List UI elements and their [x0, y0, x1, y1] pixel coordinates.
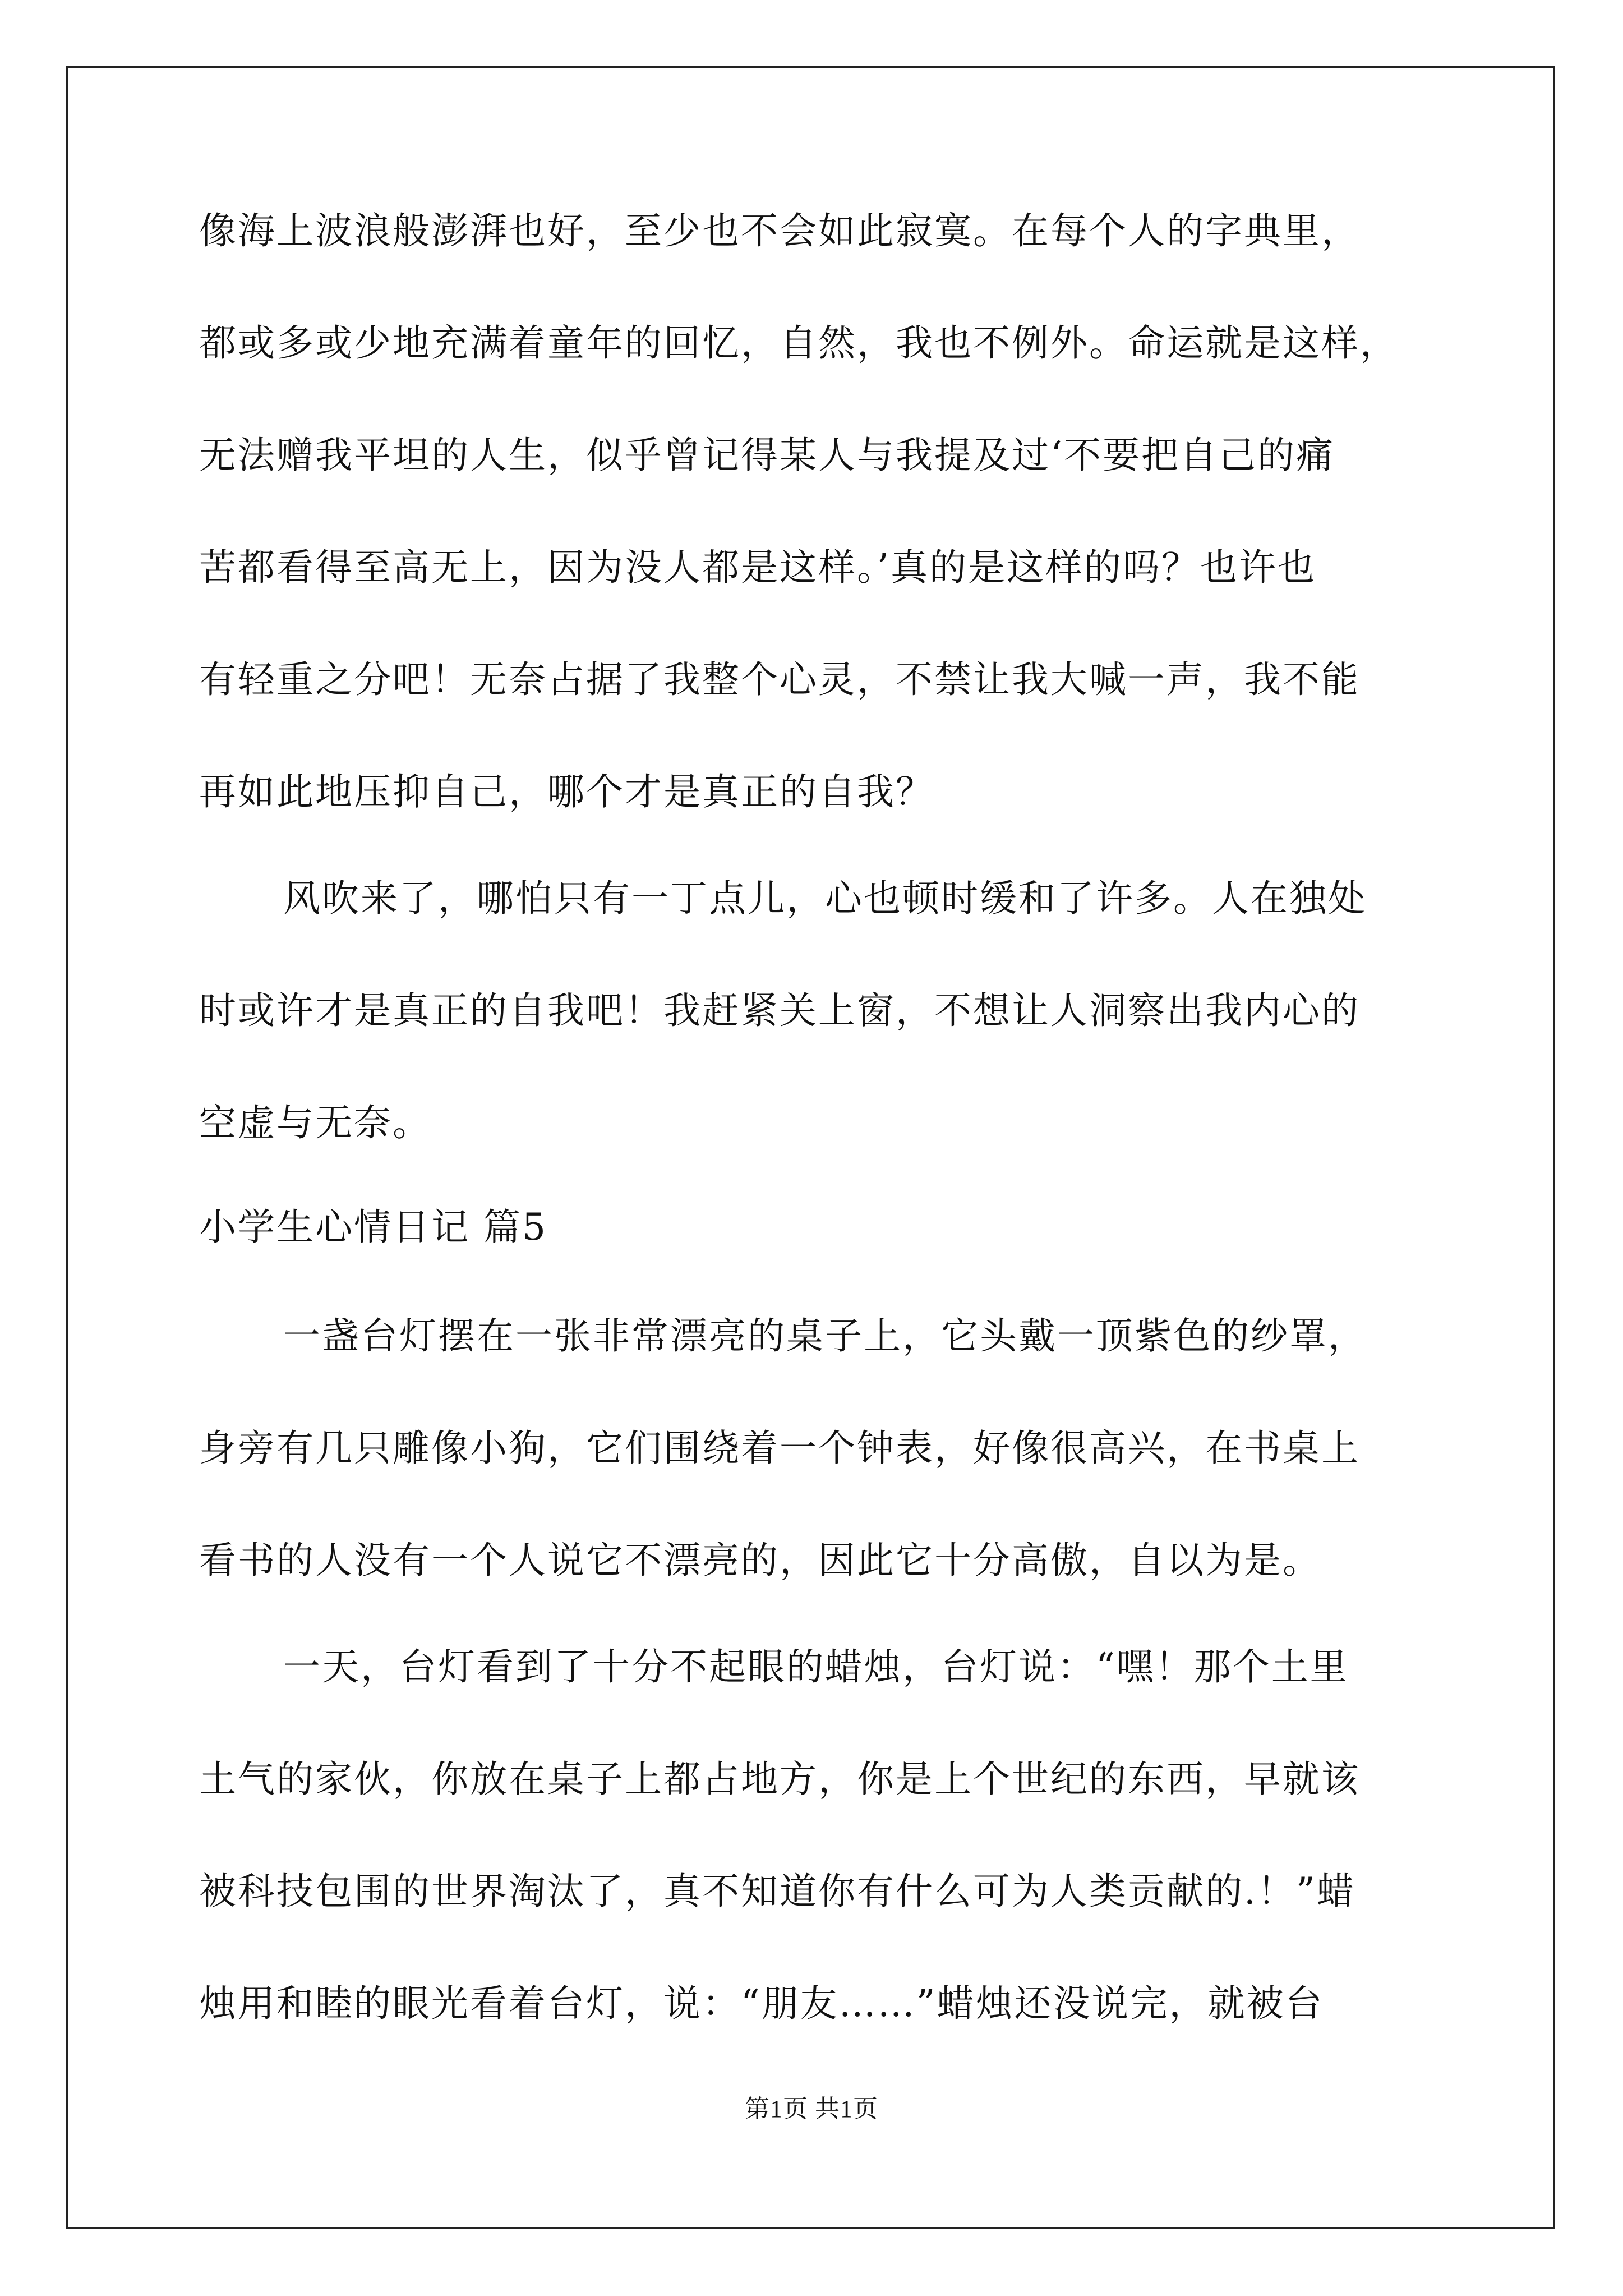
text-line-4: 苦都看得至高无上，因为没人都是这样。’真的是这样的吗？也许也 — [199, 546, 1316, 589]
text-line-7: 风吹来了，哪怕只有一丁点儿，心也顿时缓和了许多。人在独处 — [283, 877, 1367, 920]
text-line-13: 看书的人没有一个人说它不漂亮的，因此它十分高傲，自以为是。 — [199, 1539, 1321, 1582]
text-line-1: 像海上波浪般澎湃也好，至少也不会如此寂寞。在每个人的字典里， — [199, 209, 1360, 252]
text-line-8: 时或许才是真正的自我吧！我赶紧关上窗，不想让人洞察出我内心的 — [199, 989, 1360, 1032]
text-line-2: 都或多或少地充满着童年的回忆，自然，我也不例外。命运就是这样， — [199, 321, 1399, 365]
text-line-16: 被科技包围的世界淘汰了，真不知道你有什么可为人类贡献的.！”蜡 — [199, 1870, 1355, 1913]
text-line-14: 一天，台灯看到了十分不起眼的蜡烛，台灯说：“嘿！那个土里 — [283, 1645, 1349, 1688]
text-line-15: 土气的家伙，你放在桌子上都占地方，你是上个世纪的东西，早就该 — [199, 1757, 1360, 1801]
text-line-11: 一盏台灯摆在一张非常漂亮的桌子上，它头戴一顶紫色的纱罩， — [283, 1314, 1367, 1358]
section-heading: 小学生心情日记 篇5 — [199, 1205, 547, 1249]
text-line-3: 无法赠我平坦的人生，似乎曾记得某人与我提及过‘不要把自己的痛 — [199, 434, 1335, 477]
text-line-6: 再如此地压抑自己，哪个才是真正的自我？ — [199, 770, 934, 813]
page-footer: 第1页 共1页 — [745, 2095, 878, 2123]
text-line-9: 空虚与无奈。 — [199, 1101, 431, 1144]
text-line-17: 烛用和睦的眼光看着台灯，说：“朋友……”蜡烛还没说完，就被台 — [199, 1982, 1324, 2025]
text-line-5: 有轻重之分吧！无奈占据了我整个心灵，不禁让我大喊一声，我不能 — [199, 658, 1360, 701]
text-line-12: 身旁有几只雕像小狗，它们围绕着一个钟表，好像很高兴，在书桌上 — [199, 1427, 1360, 1470]
